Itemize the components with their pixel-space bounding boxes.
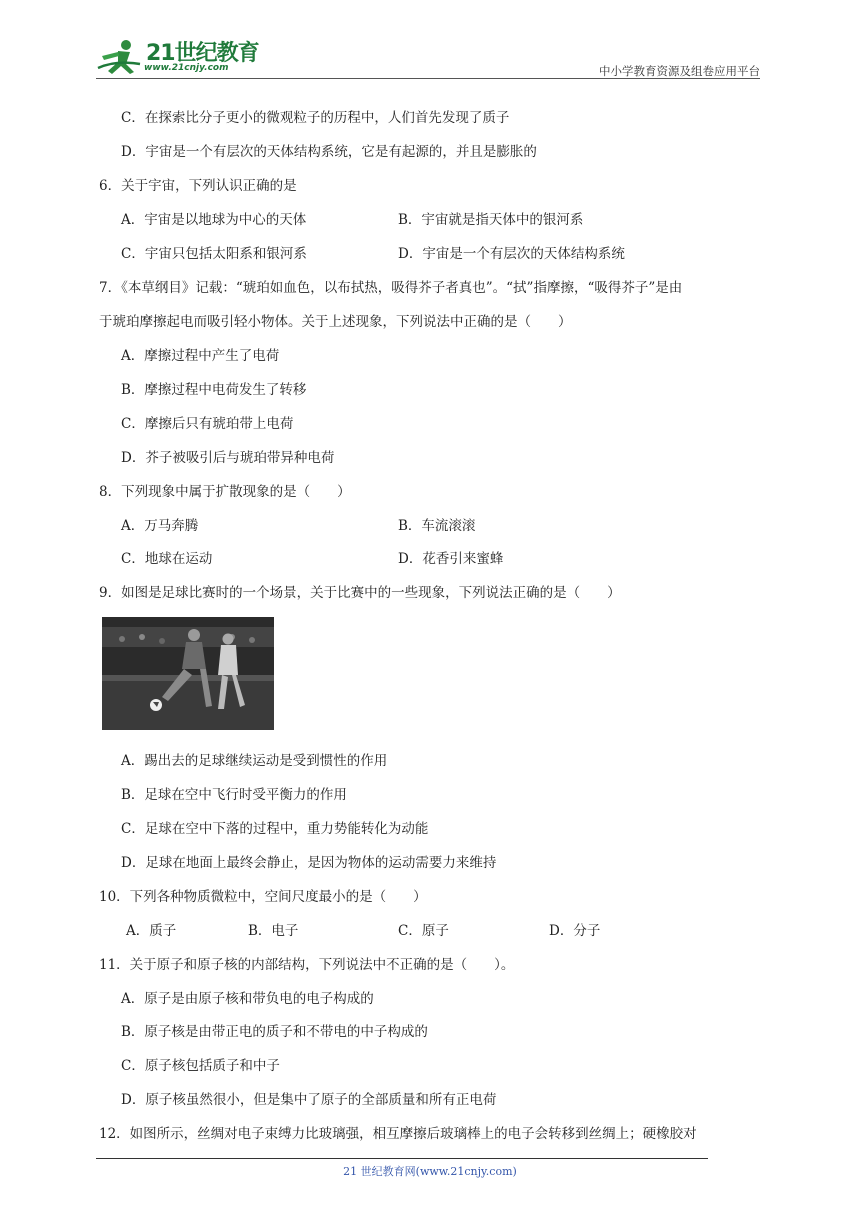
q11-option-d: D．原子核虽然很小，但是集中了原子的全部质量和所有正电荷 — [121, 1092, 497, 1108]
q7-option-a: A．摩擦过程中产生了电荷 — [121, 348, 280, 364]
q8-option-d: D．花香引来蜜蜂 — [398, 551, 504, 567]
q11-option-c: C．原子核包括质子和中子 — [121, 1058, 280, 1074]
q6-option-d: D．宇宙是一个有层次的天体结构系统 — [398, 246, 625, 262]
q8-stem: 8．下列现象中属于扩散现象的是（ ） — [99, 484, 351, 500]
q10-option-a: A．质子 — [126, 923, 177, 939]
q8-option-c: C．地球在运动 — [121, 551, 213, 567]
header-divider — [96, 78, 760, 79]
q6-option-c: C．宇宙只包括太阳系和银河系 — [121, 246, 307, 262]
q7-stem-line1: 7．《本草纲目》记载：“琥珀如血色，以布拭热，吸得芥子者真也”。“拭”指摩擦，“吸得芥子”是由 — [99, 280, 683, 296]
footer-text: 21 世纪教育网(www.21cnjy.com) — [343, 1165, 517, 1178]
q9-option-c: C．足球在空中下落的过程中，重力势能转化为动能 — [121, 821, 429, 837]
q7-stem-line2: 于琥珀摩擦起电而吸引轻小物体。关于上述现象，下列说法中正确的是（ ） — [99, 314, 572, 330]
q9-option-d: D．足球在地面上最终会静止，是因为物体的运动需要力来维持 — [121, 855, 497, 871]
site-logo — [96, 36, 266, 80]
footer-divider — [96, 1158, 708, 1159]
q6-option-b: B．宇宙就是指天体中的银河系 — [398, 212, 584, 228]
q6-option-a: A．宇宙是以地球为中心的天体 — [121, 212, 307, 228]
q9-option-b: B．足球在空中飞行时受平衡力的作用 — [121, 787, 347, 803]
q7-option-c: C．摩擦后只有琥珀带上电荷 — [121, 416, 294, 432]
q7-option-d: D．芥子被吸引后与琥珀带异种电荷 — [121, 450, 335, 466]
q12-stem: 12．如图所示，丝绸对电子束缚力比玻璃强，相互摩擦后玻璃棒上的电子会转移到丝绸上；硬橡胶对 — [99, 1126, 697, 1142]
q11-stem: 11．关于原子和原子核的内部结构，下列说法中不正确的是（ ）。 — [99, 957, 515, 973]
soccer-scene-image — [102, 617, 274, 730]
q11-option-a: A．原子是由原子核和带负电的电子构成的 — [121, 991, 374, 1007]
q10-option-c: C．原子 — [398, 923, 449, 939]
q9-option-a: A．踢出去的足球继续运动是受到惯性的作用 — [121, 753, 388, 769]
logo-url: www.21cnjy.com — [144, 63, 229, 73]
q10-stem: 10．下列各种物质微粒中，空间尺度最小的是（ ） — [99, 889, 427, 905]
q10-option-d: D．分子 — [549, 923, 601, 939]
logo-text: 21世纪教育 — [146, 41, 259, 66]
q8-option-b: B．车流滚滚 — [398, 518, 476, 534]
q8-option-a: A．万马奔腾 — [121, 518, 199, 534]
soccer-match-photo — [102, 617, 274, 730]
q9-stem: 9．如图是足球比赛时的一个场景，关于比赛中的一些现象，下列说法正确的是（ ） — [99, 585, 621, 601]
page-header — [96, 36, 760, 80]
q7-option-b: B．摩擦过程中电荷发生了转移 — [121, 382, 307, 398]
platform-name: 中小学教育资源及组卷应用平台 — [599, 64, 760, 78]
q11-option-b: B．原子核是由带正电的质子和不带电的中子构成的 — [121, 1024, 428, 1040]
q5-option-c: C．在探索比分子更小的微观粒子的历程中，人们首先发现了质子 — [121, 110, 510, 126]
q5-option-d: D．宇宙是一个有层次的天体结构系统，它是有起源的，并且是膨胀的 — [121, 144, 537, 160]
runner-logo-icon — [96, 38, 144, 78]
q6-stem: 6．关于宇宙，下列认识正确的是 — [99, 178, 297, 194]
q10-option-b: B．电子 — [248, 923, 299, 939]
